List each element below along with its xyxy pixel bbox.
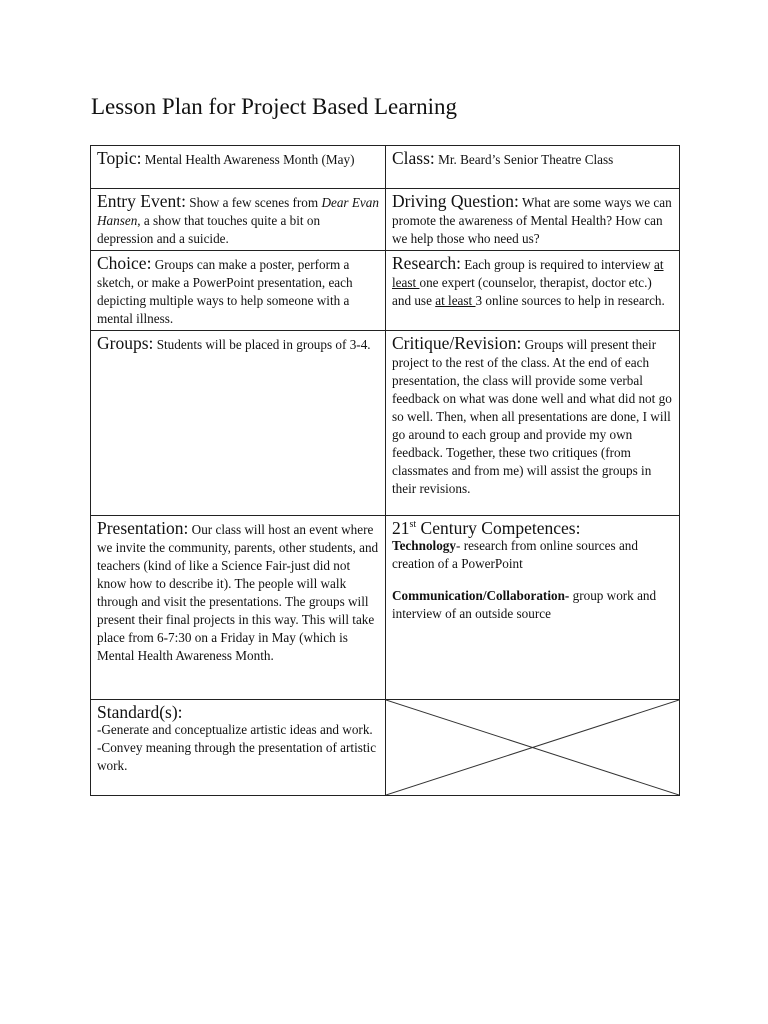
topic-cell bbox=[91, 146, 386, 189]
entry-event-cell bbox=[91, 189, 386, 251]
class-cell bbox=[386, 146, 680, 189]
presentation-cell bbox=[91, 516, 386, 700]
research-text-3: 3 online sources to help in research. bbox=[475, 293, 665, 308]
lesson-plan-table bbox=[90, 145, 680, 796]
driving-question-label: Driving Question: bbox=[392, 191, 519, 211]
topic-text: Mental Health Awareness Month (May) bbox=[144, 152, 355, 167]
standards-label: Standard(s): bbox=[97, 702, 183, 722]
table-row bbox=[91, 331, 680, 516]
presentation-text: Our class will host an event where we invite the community, parents, other students, and teachers (kind of like a Science Fair-just did not know how to describe it). The people will walk through and visit the presentations. The groups will present their final projects in this way. This will take place from 6-7:30 on a Friday in May (which is Mental Health Awareness Month. bbox=[97, 522, 379, 663]
competences-label-rest: Century Competences: bbox=[416, 518, 581, 538]
entry-event-text-before: Show a few scenes from bbox=[189, 195, 319, 210]
presentation-label: Presentation: bbox=[97, 518, 189, 538]
research-text-2: one expert (counselor, therapist, doctor etc.) and use bbox=[392, 275, 652, 308]
page-title: Lesson Plan for Project Based Learning bbox=[91, 94, 457, 119]
standard-item-1: -Generate and conceptualize artistic ideas and work. bbox=[97, 722, 373, 737]
technology-item bbox=[392, 537, 673, 573]
choice-cell bbox=[91, 251, 386, 331]
empty-crossed-cell bbox=[386, 700, 680, 796]
groups-text: Students will be placed in groups of 3-4. bbox=[156, 337, 371, 352]
competences-label-num: 21 bbox=[392, 518, 410, 538]
technology-text: - research from online sources and creation of a PowerPoint bbox=[392, 538, 638, 571]
choice-text: Groups can make a poster, perform a sketch, or make a PowerPoint presentation, each depicting multiple ways to help someone with a mental illness. bbox=[97, 257, 353, 326]
entry-event-show-title: Dear Evan Hansen bbox=[97, 195, 379, 228]
table-row bbox=[91, 146, 680, 189]
driving-question-text: What are some ways we can promote the awareness of Mental Health? How can we help those who need us? bbox=[392, 195, 672, 246]
communication-label: Communication/Collaboration- bbox=[392, 588, 570, 603]
communication-item bbox=[392, 587, 673, 623]
table-row bbox=[91, 700, 680, 796]
research-underline-2: at least bbox=[435, 293, 476, 308]
table-row bbox=[91, 516, 680, 700]
table-row bbox=[91, 189, 680, 251]
technology-label: Technology bbox=[392, 538, 456, 553]
critique-label: Critique/Revision: bbox=[392, 333, 522, 353]
entry-event-label: Entry Event: bbox=[97, 191, 186, 211]
research-text-1: Each group is required to interview bbox=[464, 257, 654, 272]
topic-label: Topic: bbox=[97, 148, 142, 168]
standards-cell bbox=[91, 700, 386, 796]
research-cell bbox=[386, 251, 680, 331]
competences-heading bbox=[392, 519, 673, 537]
groups-label: Groups: bbox=[97, 333, 154, 353]
table-row bbox=[91, 251, 680, 331]
critique-text: Groups will present their project to the rest of the class. At the end of each presentation, the class will provide some verbal feedback on what was done well and what did not go so well. Then, when all presentations are done, I will go around to each group and provide my own feedback. Together, these two critiques (from classmates and from me) will assist the groups in their revisions. bbox=[392, 337, 672, 496]
groups-cell bbox=[91, 331, 386, 516]
driving-question-cell bbox=[386, 189, 680, 251]
research-underline-1: at least bbox=[392, 257, 664, 290]
communication-text: group work and interview of an outside source bbox=[392, 588, 657, 621]
competences-cell bbox=[386, 516, 680, 700]
cross-out-mark bbox=[386, 700, 679, 795]
entry-event-text-after: , a show that touches quite a bit on depression and a suicide. bbox=[97, 213, 321, 246]
choice-label: Choice: bbox=[97, 253, 152, 273]
critique-cell bbox=[386, 331, 680, 516]
standard-item-2: -Convey meaning through the presentation of artistic work. bbox=[97, 740, 377, 773]
class-label: Class: bbox=[392, 148, 435, 168]
class-text: Mr. Beard’s Senior Theatre Class bbox=[438, 152, 614, 167]
competences-label-sup: st bbox=[409, 519, 417, 531]
research-label: Research: bbox=[392, 253, 461, 273]
